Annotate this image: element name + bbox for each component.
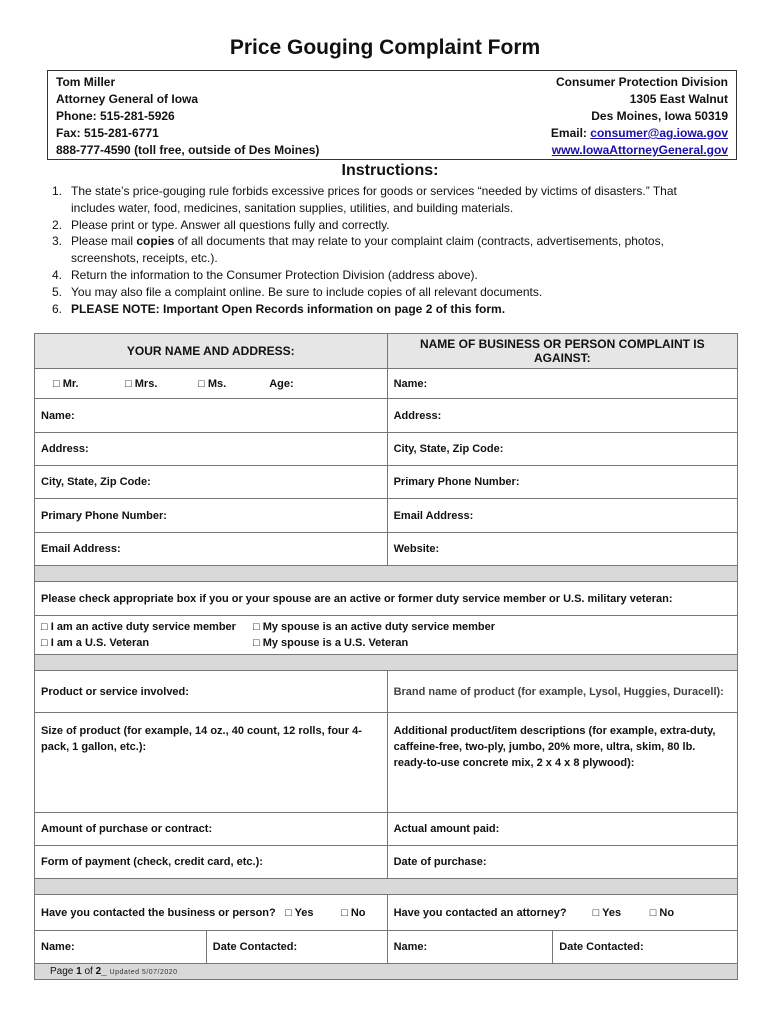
page-total: 2_ xyxy=(95,966,107,977)
contact-name: Tom Miller xyxy=(56,75,116,89)
business-city-field[interactable]: City, State, Zip Code: xyxy=(387,433,737,466)
page-footer: Page 1 of 2_ Updated 5/07/2020 xyxy=(50,966,178,977)
size-field[interactable]: Size of product (for example, 14 oz., 40 count, 12 rolls, four 4-pack, 1 gallon, etc.): xyxy=(35,713,388,813)
instruction-item: 1. The state’s price-gouging rule forbids excessive prices for goods or services “needed by victims of disasters.” That includes water, food, medicines, sanitation supplies, utilities, and building materials. xyxy=(52,184,677,215)
website-link[interactable]: www.IowaAttorneyGeneral.gov xyxy=(551,143,728,157)
attorney-no-checkbox[interactable]: □ No xyxy=(649,906,675,919)
your-name-field[interactable]: Name: xyxy=(35,399,388,433)
business-website-field[interactable]: Website: xyxy=(387,533,737,566)
brand-field[interactable]: Brand name of product (for example, Lysol, Huggies, Duracell): xyxy=(387,671,737,713)
section-divider xyxy=(35,655,738,671)
actual-paid-field[interactable]: Actual amount paid: xyxy=(387,813,737,846)
contact-phone: Phone: 515-281-5926 xyxy=(56,109,175,123)
ms-checkbox[interactable]: □ Ms. xyxy=(198,377,227,390)
active-duty-checkbox[interactable]: □ I am an active duty service member xyxy=(41,621,236,633)
military-question: Please check appropriate box if you or your spouse are an active or former duty service member or U.S. military veteran: xyxy=(35,582,738,616)
page-title: Price Gouging Complaint Form xyxy=(229,36,541,59)
instructions-title: Instructions: xyxy=(341,162,439,179)
instruction-item: 5. You may also file a complaint online. Be sure to include copies of all relevant documents. xyxy=(52,284,543,299)
business-no-checkbox[interactable]: □ No xyxy=(341,906,366,919)
division-city: Des Moines, Iowa 50319 xyxy=(591,109,728,123)
military-options xyxy=(35,616,738,655)
contact-box xyxy=(47,70,737,160)
contacted-attorney-question: Have you contacted an attorney? xyxy=(393,906,567,919)
instruction-item: 2. Please print or type. Answer all questions fully and correctly. xyxy=(52,217,390,232)
business-header: NAME OF BUSINESS OR PERSON COMPLAINT IS AGAINST: xyxy=(387,334,737,369)
additional-desc-field[interactable]: Additional product/item descriptions (for example, extra-duty, caffeine-free, two-ply, jumbo, 20% more, ultra, skim, 80 lb. ready-to-use concrete mix, 2 x 4 x 8 plywood): xyxy=(387,713,737,813)
contact-fax: Fax: 515-281-6771 xyxy=(56,126,159,140)
page-number: 1 xyxy=(76,966,82,977)
veteran-checkbox[interactable]: □ I am a U.S. Veteran xyxy=(41,637,150,649)
section-divider xyxy=(35,879,738,895)
business-date-contacted-field[interactable]: Date Contacted: xyxy=(206,931,387,964)
amount-field[interactable]: Amount of purchase or contract: xyxy=(35,813,388,846)
spouse-veteran-checkbox[interactable]: □ My spouse is a U.S. Veteran xyxy=(253,637,409,649)
salutation-row xyxy=(35,369,388,399)
complaint-form-table xyxy=(34,333,738,980)
attorney-date-contacted-field[interactable]: Date Contacted: xyxy=(553,931,738,964)
payment-form-field[interactable]: Form of payment (check, credit card, etc.): xyxy=(35,846,388,879)
attorney-general-contact xyxy=(56,74,319,159)
age-field[interactable]: Age: xyxy=(269,377,294,390)
contact-tollfree: 888-777-4590 (toll free, outside of Des Moines) xyxy=(56,143,320,157)
contacted-business-question: Have you contacted the business or person? xyxy=(41,906,276,919)
division-street: 1305 East Walnut xyxy=(629,92,728,106)
instructions-list xyxy=(52,183,722,317)
instruction-item: 6. PLEASE NOTE: Important Open Records information on page 2 of this form. xyxy=(52,301,506,316)
contact-title: Attorney General of Iowa xyxy=(56,92,199,106)
business-contact-name-field[interactable]: Name: xyxy=(35,931,207,964)
section-divider xyxy=(35,566,738,582)
division-name: Consumer Protection Division xyxy=(555,75,728,89)
instruction-item: 4. Return the information to the Consumer Protection Division (address above). xyxy=(52,267,478,282)
mr-checkbox[interactable]: □ Mr. xyxy=(53,377,79,390)
your-city-field[interactable]: City, State, Zip Code: xyxy=(35,466,388,499)
business-email-field[interactable]: Email Address: xyxy=(387,499,737,533)
business-name-field[interactable]: Name: xyxy=(387,369,737,399)
contacted-attorney-row xyxy=(387,895,737,931)
business-address-field[interactable]: Address: xyxy=(387,399,737,433)
email-link[interactable]: consumer@ag.iowa.gov xyxy=(590,126,728,140)
division-email-line xyxy=(551,125,728,142)
your-name-address-header: YOUR NAME AND ADDRESS: xyxy=(35,334,388,369)
contacted-business-row xyxy=(35,895,388,931)
your-phone-field[interactable]: Primary Phone Number: xyxy=(35,499,388,533)
product-field[interactable]: Product or service involved: xyxy=(35,671,388,713)
mrs-checkbox[interactable]: □ Mrs. xyxy=(125,377,158,390)
your-address-field[interactable]: Address: xyxy=(35,433,388,466)
attorney-name-field[interactable]: Name: xyxy=(387,931,553,964)
date-purchase-field[interactable]: Date of purchase: xyxy=(387,846,737,879)
attorney-yes-checkbox[interactable]: □ Yes xyxy=(592,906,622,919)
email-label: Email: xyxy=(550,126,591,140)
instruction-item: 3. Please mail copies of all documents that may relate to your complaint claim (contracts, advertisements, photos, screenshots, receipts, etc.). xyxy=(52,234,664,266)
division-contact xyxy=(551,74,728,159)
business-yes-checkbox[interactable]: □ Yes xyxy=(285,906,314,919)
your-email-field[interactable]: Email Address: xyxy=(35,533,388,566)
business-phone-field[interactable]: Primary Phone Number: xyxy=(387,466,737,499)
spouse-active-checkbox[interactable]: □ My spouse is an active duty service member xyxy=(253,621,496,633)
updated-date: Updated 5/07/2020 xyxy=(109,969,178,976)
